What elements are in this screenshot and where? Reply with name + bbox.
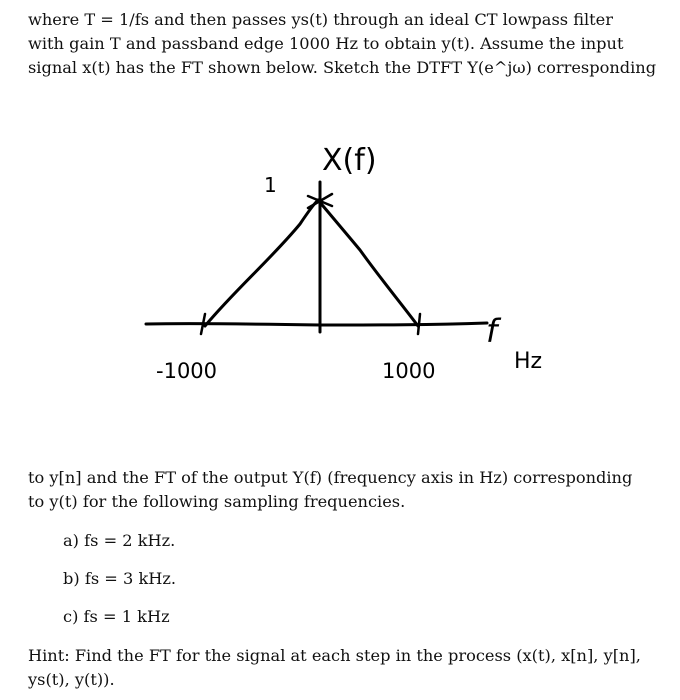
after-line-2: to y(t) for the following sampling frequencies. [28,492,406,511]
hint-line-1: Hint: Find the FT for the signal at each step in the process (x(t), x[n], y[n], [28,646,641,665]
intro-line-1: where T = 1/fs and then passes ys(t) through an ideal CT lowpass filter [28,10,613,29]
case-item-c [63,606,170,628]
case-text: fs = 2 kHz. [84,531,176,550]
intro-paragraph [28,8,658,80]
right-tick-mark [418,314,420,334]
frequency-axis [146,323,487,325]
after-line-1: to y[n] and the FT of the output Y(f) (frequency axis in Hz) corresponding [28,468,633,487]
hint-line-2: ys(t), y(t)). [28,670,115,689]
spectrum-sketch [0,120,680,410]
left-tick-label: -1000 [156,359,218,383]
case-text: fs = 1 kHz [83,607,170,626]
case-label: c) [63,607,79,626]
case-item-a [63,530,175,552]
axis-variable: f [486,312,498,350]
intro-line-3: signal x(t) has the FT shown below. Sketch the DTFT Y(e^jω) corresponding [28,58,657,77]
case-label: a) [63,531,79,550]
case-text: fs = 3 kHz. [84,569,177,588]
right-tick-label: 1000 [382,359,436,383]
hint-paragraph [28,644,658,692]
case-item-b [63,568,176,590]
case-label: b) [63,569,80,588]
spectrum-curve [205,200,418,326]
continuation-paragraph [28,466,658,514]
peak-label: 1 [264,173,277,197]
spectrum-title: X(f) [322,143,377,178]
axis-unit: Hz [514,349,543,374]
intro-line-2: with gain T and passband edge 1000 Hz to obtain y(t). Assume the input [28,34,624,53]
